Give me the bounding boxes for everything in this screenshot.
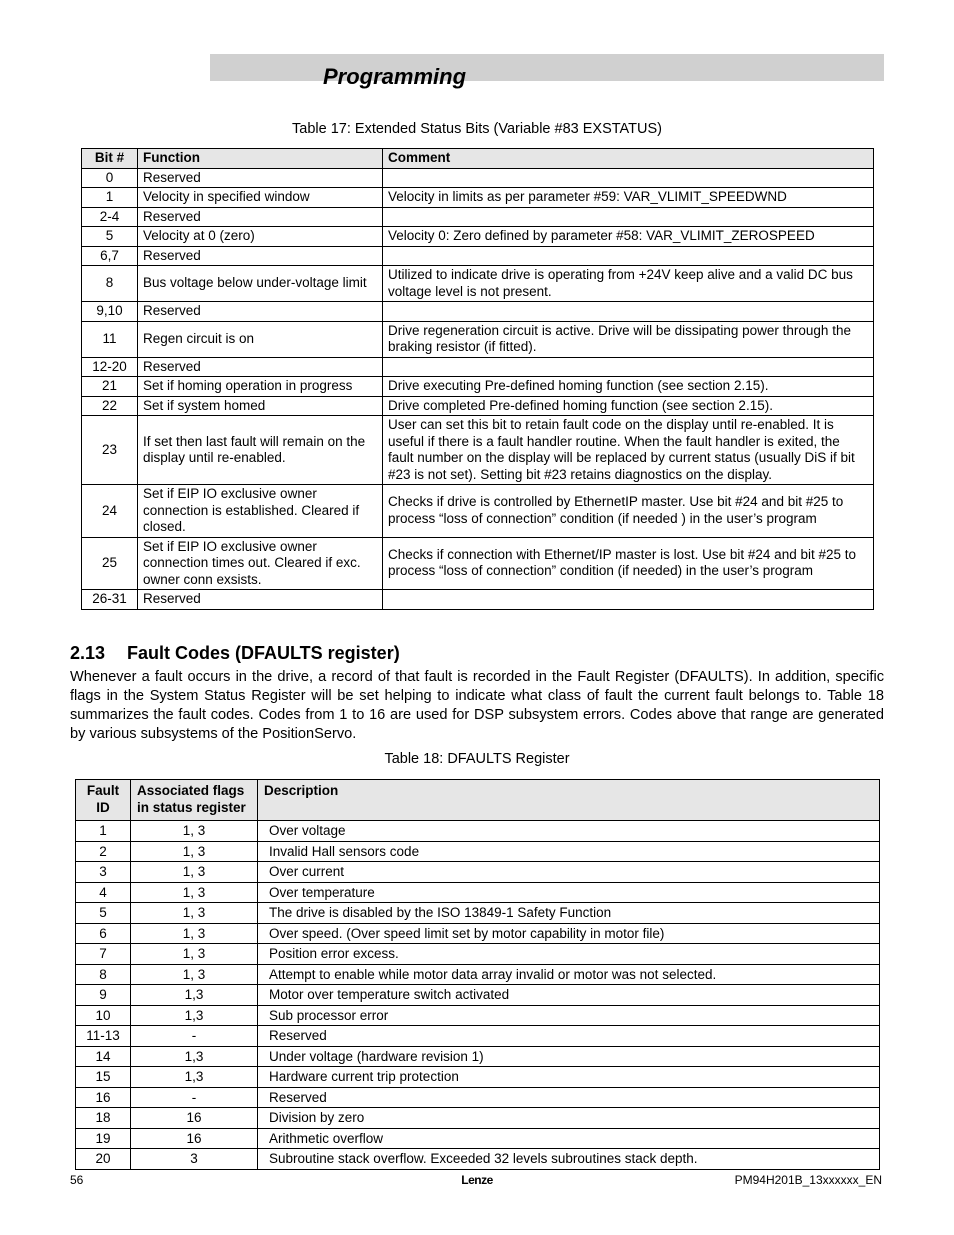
- dfaults-register-table: [75, 779, 880, 1170]
- fault-id-cell: 7: [76, 944, 131, 965]
- bit-cell: 8: [82, 266, 138, 302]
- function-cell: Reserved: [138, 207, 383, 227]
- function-cell: Reserved: [138, 590, 383, 610]
- table-row: [76, 1067, 880, 1088]
- fault-id-cell: 15: [76, 1067, 131, 1088]
- fault-id-cell: 11-13: [76, 1026, 131, 1047]
- table-row: [76, 944, 880, 965]
- fault-id-cell: 14: [76, 1046, 131, 1067]
- flags-cell: 1,3: [131, 1067, 258, 1088]
- flags-cell: 1, 3: [131, 944, 258, 965]
- table18-caption: Table 18: DFAULTS Register: [384, 751, 570, 767]
- table-row: [76, 841, 880, 862]
- flags-cell: -: [131, 1087, 258, 1108]
- bit-cell: 11: [82, 321, 138, 357]
- flags-cell: 1, 3: [131, 903, 258, 924]
- flags-cell: 1, 3: [131, 862, 258, 883]
- flags-cell: 1, 3: [131, 964, 258, 985]
- table-row: [82, 302, 874, 322]
- table-row: [82, 227, 874, 247]
- description-cell: Over voltage: [258, 821, 880, 842]
- flags-cell: 16: [131, 1128, 258, 1149]
- column-header-bit: Bit #: [82, 149, 138, 169]
- bit-cell: 2-4: [82, 207, 138, 227]
- comment-cell: [383, 590, 874, 610]
- flags-cell: 1, 3: [131, 821, 258, 842]
- flags-cell: 1, 3: [131, 923, 258, 944]
- flags-cell: 1, 3: [131, 882, 258, 903]
- table-row: [82, 377, 874, 397]
- table-row: [76, 1128, 880, 1149]
- page-number: 56: [70, 1173, 84, 1187]
- brand-logo: Lenze: [461, 1173, 493, 1187]
- comment-cell: [383, 168, 874, 188]
- document-id: PM94H201B_13xxxxxx_EN: [734, 1173, 882, 1187]
- function-cell: If set then last fault will remain on the display until re-enabled.: [138, 416, 383, 485]
- table-row: [82, 246, 874, 266]
- header-bar: [210, 54, 884, 81]
- flags-cell: 3: [131, 1149, 258, 1170]
- bit-cell: 9,10: [82, 302, 138, 322]
- bit-cell: 22: [82, 396, 138, 416]
- table-row: [76, 882, 880, 903]
- fault-id-cell: 8: [76, 964, 131, 985]
- description-cell: Division by zero: [258, 1108, 880, 1129]
- table-row: [82, 321, 874, 357]
- table-row: [76, 862, 880, 883]
- bit-cell: 6,7: [82, 246, 138, 266]
- fault-id-cell: 5: [76, 903, 131, 924]
- description-cell: Invalid Hall sensors code: [258, 841, 880, 862]
- table-row: [76, 964, 880, 985]
- section-number: 2.13: [70, 643, 106, 663]
- function-cell: Velocity in specified window: [138, 188, 383, 208]
- table-row: [76, 985, 880, 1006]
- table-row: [82, 537, 874, 590]
- comment-cell: [383, 357, 874, 377]
- table17-caption: Table 17: Extended Status Bits (Variable #83 EXSTATUS): [292, 121, 662, 137]
- table-row: [82, 188, 874, 208]
- flags-cell: -: [131, 1026, 258, 1047]
- table-row: [82, 396, 874, 416]
- comment-cell: Utilized to indicate drive is operating from +24V keep alive and a valid DC bus voltage level is not present.: [383, 266, 874, 302]
- flags-cell: 1, 3: [131, 841, 258, 862]
- table-row: [76, 1005, 880, 1026]
- column-header-comment: Comment: [383, 149, 874, 169]
- bit-cell: 1: [82, 188, 138, 208]
- comment-cell: Checks if drive is controlled by EthernetIP master. Use bit #24 and bit #25 to process “loss of connection” condition (if needed ) in the user’s program: [383, 485, 874, 538]
- table-header-row: [82, 149, 874, 169]
- bit-cell: 25: [82, 537, 138, 590]
- table-row: [76, 821, 880, 842]
- column-header-fault-id: Fault ID: [76, 780, 131, 821]
- column-header-function: Function: [138, 149, 383, 169]
- function-cell: Regen circuit is on: [138, 321, 383, 357]
- flags-cell: 1,3: [131, 985, 258, 1006]
- table-row: [76, 1046, 880, 1067]
- description-cell: The drive is disabled by the ISO 13849-1 Safety Function: [258, 903, 880, 924]
- page-title: Programming: [323, 64, 467, 89]
- table-row: [76, 1026, 880, 1047]
- description-cell: Over speed. (Over speed limit set by motor capability in motor file): [258, 923, 880, 944]
- table-row: [82, 590, 874, 610]
- function-cell: Set if homing operation in progress: [138, 377, 383, 397]
- bit-cell: 26-31: [82, 590, 138, 610]
- description-cell: Under voltage (hardware revision 1): [258, 1046, 880, 1067]
- table-header-row: [76, 780, 880, 821]
- table-row: [82, 485, 874, 538]
- comment-cell: Checks if connection with Ethernet/IP master is lost. Use bit #24 and bit #25 to process “loss of connection” condition (if needed) in the user’s program: [383, 537, 874, 590]
- description-cell: Reserved: [258, 1026, 880, 1047]
- comment-cell: User can set this bit to retain fault code on the display until re-enabled. It is useful if there is a fault handler routine. When the fault handler is exited, the fault number on the display will be replaced by current status (usually DiS if bit #23 is not set). Setting bit #23 retains diagnostics on the display.: [383, 416, 874, 485]
- extended-status-bits-table: [81, 148, 874, 610]
- description-cell: Sub processor error: [258, 1005, 880, 1026]
- function-cell: Reserved: [138, 168, 383, 188]
- fault-id-cell: 16: [76, 1087, 131, 1108]
- flags-cell: 1,3: [131, 1005, 258, 1026]
- comment-cell: Velocity 0: Zero defined by parameter #58: VAR_VLIMIT_ZEROSPEED: [383, 227, 874, 247]
- table-row: [76, 1149, 880, 1170]
- fault-id-cell: 10: [76, 1005, 131, 1026]
- comment-cell: [383, 246, 874, 266]
- function-cell: Reserved: [138, 246, 383, 266]
- bit-cell: 23: [82, 416, 138, 485]
- section-body: Whenever a fault occurs in the drive, a record of that fault is recorded in the Fault Register (DFAULTS). In addition, specific flags in the System Status Register will be set helping to indicate what class of fault the current fault belongs to. Table 18 summarizes the fault codes. Codes from 1 to 16 are used for DSP subsystem errors. Codes above that range are generated by various subsystems of the PositionServo.: [70, 669, 884, 742]
- function-cell: Reserved: [138, 357, 383, 377]
- description-cell: Hardware current trip protection: [258, 1067, 880, 1088]
- description-cell: Subroutine stack overflow. Exceeded 32 levels subroutines stack depth.: [258, 1149, 880, 1170]
- description-cell: Reserved: [258, 1087, 880, 1108]
- table-row: [82, 357, 874, 377]
- table-row: [82, 168, 874, 188]
- function-cell: Velocity at 0 (zero): [138, 227, 383, 247]
- bit-cell: 5: [82, 227, 138, 247]
- description-cell: Over temperature: [258, 882, 880, 903]
- function-cell: Bus voltage below under-voltage limit: [138, 266, 383, 302]
- table-row: [82, 207, 874, 227]
- table-row: [76, 1087, 880, 1108]
- comment-cell: Drive regeneration circuit is active. Drive will be dissipating power through the braking resistor (if fitted).: [383, 321, 874, 357]
- fault-id-cell: 20: [76, 1149, 131, 1170]
- description-cell: Position error excess.: [258, 944, 880, 965]
- description-cell: Attempt to enable while motor data array invalid or motor was not selected.: [258, 964, 880, 985]
- function-cell: Set if EIP IO exclusive owner connection times out. Cleared if exc. owner conn exsists.: [138, 537, 383, 590]
- bit-cell: 21: [82, 377, 138, 397]
- function-cell: Reserved: [138, 302, 383, 322]
- function-cell: Set if system homed: [138, 396, 383, 416]
- fault-id-cell: 19: [76, 1128, 131, 1149]
- fault-id-cell: 6: [76, 923, 131, 944]
- comment-cell: [383, 207, 874, 227]
- fault-id-cell: 18: [76, 1108, 131, 1129]
- column-header-flags: Associated flags in status register: [131, 780, 258, 821]
- comment-cell: Drive executing Pre-defined homing function (see section 2.15).: [383, 377, 874, 397]
- bit-cell: 0: [82, 168, 138, 188]
- comment-cell: Drive completed Pre-defined homing function (see section 2.15).: [383, 396, 874, 416]
- description-cell: Arithmetic overflow: [258, 1128, 880, 1149]
- fault-id-cell: 2: [76, 841, 131, 862]
- table-row: [82, 266, 874, 302]
- fault-id-cell: 1: [76, 821, 131, 842]
- column-header-description: Description: [258, 780, 880, 821]
- comment-cell: [383, 302, 874, 322]
- section-heading: [70, 643, 400, 664]
- table-row: [76, 923, 880, 944]
- fault-id-cell: 3: [76, 862, 131, 883]
- table-row: [76, 903, 880, 924]
- description-cell: Motor over temperature switch activated: [258, 985, 880, 1006]
- bit-cell: 12-20: [82, 357, 138, 377]
- table-row: [82, 416, 874, 485]
- description-cell: Over current: [258, 862, 880, 883]
- table-row: [76, 1108, 880, 1129]
- comment-cell: Velocity in limits as per parameter #59: VAR_VLIMIT_SPEEDWND: [383, 188, 874, 208]
- fault-id-cell: 4: [76, 882, 131, 903]
- section-title: Fault Codes (DFAULTS register): [127, 643, 400, 663]
- fault-id-cell: 9: [76, 985, 131, 1006]
- bit-cell: 24: [82, 485, 138, 538]
- flags-cell: 1,3: [131, 1046, 258, 1067]
- flags-cell: 16: [131, 1108, 258, 1129]
- function-cell: Set if EIP IO exclusive owner connection is established. Cleared if closed.: [138, 485, 383, 538]
